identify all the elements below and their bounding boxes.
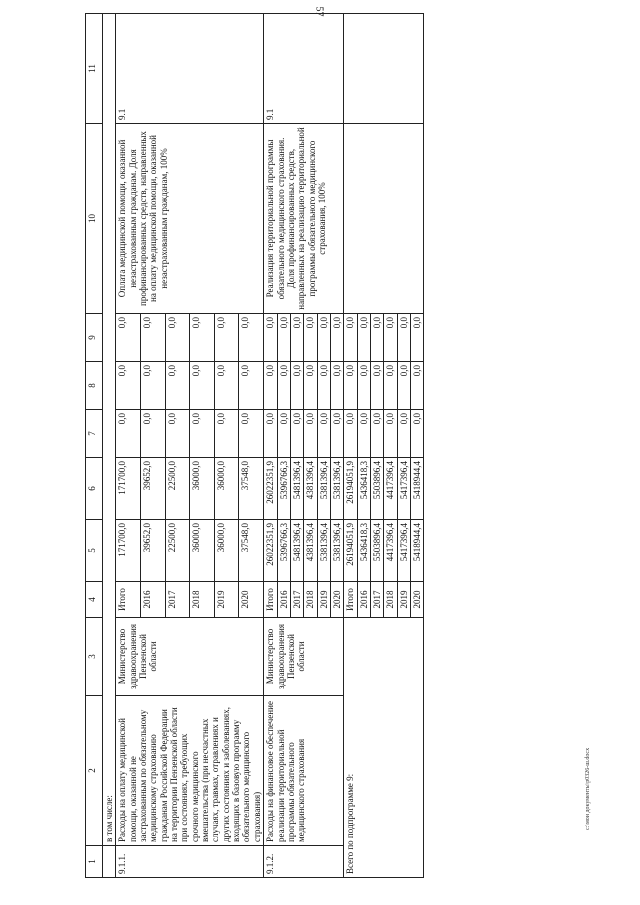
- value-cell: 0,0: [277, 410, 290, 458]
- value-cell: 36000,0: [190, 520, 215, 582]
- value-cell: 0,0: [264, 314, 277, 362]
- rotated-table-container: [85, 14, 605, 878]
- year-cell: 2016: [140, 582, 165, 618]
- value-cell: 0,0: [410, 410, 423, 458]
- table-row: [264, 14, 277, 878]
- value-cell: 0,0: [214, 314, 239, 362]
- value-cell: 26194051,9: [344, 458, 357, 520]
- value-cell: 0,0: [384, 314, 397, 362]
- total-empty-11: [344, 14, 424, 124]
- value-cell: 0,0: [330, 314, 343, 362]
- value-cell: 0,0: [317, 314, 330, 362]
- value-cell: 0,0: [410, 314, 423, 362]
- row-ref: 9.1: [264, 14, 344, 124]
- value-cell: 0,0: [116, 362, 141, 410]
- year-cell: 2016: [357, 582, 370, 618]
- value-cell: 5503896,4: [370, 458, 383, 520]
- value-cell: 22500,0: [165, 520, 190, 582]
- row-code: 9.1.1.: [116, 846, 264, 878]
- row-name: Расходы на оплату медицинской помощи, оказанной не застрахованным по обязательному медицинскому страхованию гражданам Российской Федерации на территории Пензенской области при состояниях, требующих срочного медицинского вмешательства (при несчастных случаях, травмах, отравлениях и других состояниях и заболеваниях, входящих в базовую программу обязательного медицинского страхования): [116, 696, 264, 846]
- year-cell: 2019: [317, 582, 330, 618]
- col-header-5: 5: [86, 520, 103, 582]
- value-cell: 0,0: [384, 410, 397, 458]
- value-cell: 37548,0: [239, 458, 264, 520]
- value-cell: 0,0: [277, 314, 290, 362]
- value-cell: 0,0: [290, 410, 303, 458]
- value-cell: 22500,0: [165, 458, 190, 520]
- value-cell: 5381396,4: [317, 520, 330, 582]
- value-cell: 0,0: [140, 314, 165, 362]
- value-cell: 4417396,4: [384, 520, 397, 582]
- value-cell: 5481396,4: [290, 458, 303, 520]
- section-label-row: [103, 14, 116, 878]
- value-cell: 0,0: [370, 362, 383, 410]
- value-cell: 5381396,4: [330, 458, 343, 520]
- value-cell: 37548,0: [239, 520, 264, 582]
- year-cell: Итого: [344, 582, 357, 618]
- total-label: Всего по подпрограмме 9:: [344, 618, 424, 878]
- value-cell: 5417396,4: [397, 458, 410, 520]
- section-label: в том числе:: [103, 14, 116, 846]
- value-cell: 26022351,9: [264, 520, 277, 582]
- value-cell: 5381396,4: [317, 458, 330, 520]
- value-cell: 5436418,3: [357, 520, 370, 582]
- value-cell: 0,0: [304, 362, 317, 410]
- row-executor: Министерство здравоохранения Пензенской области: [264, 618, 344, 696]
- year-cell: 2017: [165, 582, 190, 618]
- value-cell: 0,0: [239, 362, 264, 410]
- col-header-7: 7: [86, 410, 103, 458]
- value-cell: 0,0: [344, 314, 357, 362]
- value-cell: 39652,0: [140, 520, 165, 582]
- value-cell: 5418944,4: [410, 520, 423, 582]
- value-cell: 0,0: [190, 362, 215, 410]
- row-indicator: Оплата медицинской помощи, оказанной незастрахованным гражданам. Доля профинансированных средств, направленных на оплату медицинской помощи, оказанной незастрахованным гражданам, 100%: [116, 124, 264, 314]
- value-cell: 0,0: [239, 314, 264, 362]
- row-code: 9.1.2.: [264, 846, 344, 878]
- year-cell: 2016: [277, 582, 290, 618]
- value-cell: 36000,0: [214, 520, 239, 582]
- value-cell: 0,0: [304, 314, 317, 362]
- row-name: Расходы на финансовое обеспечение реализации территориальной программы обязательного медицинского страхования: [264, 696, 344, 846]
- row-executor: Министерство здравоохранения Пензенской области: [116, 618, 264, 696]
- value-cell: 0,0: [330, 362, 343, 410]
- row-indicator: Реализация территориальной программы обязательного медицинского страхования. Доля профинансированных средств, направленных на реализацию территориальной программы обязательного медицинского страхования, 100%: [264, 124, 344, 314]
- total-empty-10: [344, 124, 424, 314]
- value-cell: 0,0: [290, 314, 303, 362]
- value-cell: 0,0: [140, 362, 165, 410]
- value-cell: 0,0: [357, 314, 370, 362]
- value-cell: 0,0: [410, 362, 423, 410]
- value-cell: 0,0: [344, 362, 357, 410]
- value-cell: 26194051,9: [344, 520, 357, 582]
- row-ref: 9.1: [116, 14, 264, 124]
- value-cell: 0,0: [116, 410, 141, 458]
- value-cell: 0,0: [357, 362, 370, 410]
- value-cell: 0,0: [165, 314, 190, 362]
- value-cell: 171700,0: [116, 458, 141, 520]
- value-cell: 0,0: [304, 410, 317, 458]
- value-cell: 0,0: [397, 410, 410, 458]
- value-cell: 0,0: [344, 410, 357, 458]
- value-cell: 0,0: [116, 314, 141, 362]
- value-cell: 0,0: [277, 362, 290, 410]
- col-header-9: 9: [86, 314, 103, 362]
- table-body: [103, 14, 424, 878]
- value-cell: 0,0: [317, 410, 330, 458]
- year-cell: Итого: [116, 582, 141, 618]
- value-cell: 4381396,4: [304, 520, 317, 582]
- value-cell: 5396766,3: [277, 520, 290, 582]
- page-number: 57: [313, 6, 325, 17]
- budget-table: [85, 13, 424, 878]
- value-cell: 36000,0: [214, 458, 239, 520]
- value-cell: 0,0: [190, 410, 215, 458]
- value-cell: 0,0: [214, 362, 239, 410]
- value-cell: 0,0: [384, 362, 397, 410]
- footer-path: c:\мои документы\p0326-ш.docx: [585, 747, 591, 830]
- value-cell: 5436418,3: [357, 458, 370, 520]
- table-row: [116, 14, 141, 878]
- year-cell: Итого: [264, 582, 277, 618]
- value-cell: 26022351,9: [264, 458, 277, 520]
- year-cell: 2018: [384, 582, 397, 618]
- value-cell: 5381396,4: [330, 520, 343, 582]
- value-cell: 5481396,4: [290, 520, 303, 582]
- value-cell: 0,0: [190, 314, 215, 362]
- year-cell: 2019: [214, 582, 239, 618]
- year-cell: 2018: [304, 582, 317, 618]
- value-cell: 171700,0: [116, 520, 141, 582]
- col-header-8: 8: [86, 362, 103, 410]
- value-cell: 4417396,4: [384, 458, 397, 520]
- year-cell: 2020: [330, 582, 343, 618]
- col-header-10: 10: [86, 124, 103, 314]
- col-header-11: 11: [86, 14, 103, 124]
- col-header-6: 6: [86, 458, 103, 520]
- value-cell: 36000,0: [190, 458, 215, 520]
- value-cell: 5503896,4: [370, 520, 383, 582]
- year-cell: 2019: [397, 582, 410, 618]
- column-number-row: [86, 14, 103, 878]
- total-row: [344, 14, 357, 878]
- year-cell: 2020: [239, 582, 264, 618]
- value-cell: 0,0: [290, 362, 303, 410]
- value-cell: 0,0: [397, 314, 410, 362]
- col-header-4: 4: [86, 582, 103, 618]
- year-cell: 2017: [370, 582, 383, 618]
- col-header-2: 2: [86, 696, 103, 846]
- value-cell: 0,0: [165, 362, 190, 410]
- value-cell: 0,0: [317, 362, 330, 410]
- value-cell: 0,0: [370, 314, 383, 362]
- value-cell: 0,0: [140, 410, 165, 458]
- value-cell: 5418944,4: [410, 458, 423, 520]
- value-cell: 0,0: [397, 362, 410, 410]
- col-header-1: 1: [86, 846, 103, 878]
- value-cell: 5417396,4: [397, 520, 410, 582]
- value-cell: 0,0: [214, 410, 239, 458]
- value-cell: 0,0: [370, 410, 383, 458]
- value-cell: 0,0: [264, 362, 277, 410]
- value-cell: 0,0: [165, 410, 190, 458]
- year-cell: 2017: [290, 582, 303, 618]
- value-cell: 0,0: [264, 410, 277, 458]
- value-cell: 4381396,4: [304, 458, 317, 520]
- year-cell: 2018: [190, 582, 215, 618]
- value-cell: 0,0: [330, 410, 343, 458]
- value-cell: 5396766,3: [277, 458, 290, 520]
- value-cell: 0,0: [357, 410, 370, 458]
- value-cell: 0,0: [239, 410, 264, 458]
- col-header-3: 3: [86, 618, 103, 696]
- value-cell: 39652,0: [140, 458, 165, 520]
- year-cell: 2020: [410, 582, 423, 618]
